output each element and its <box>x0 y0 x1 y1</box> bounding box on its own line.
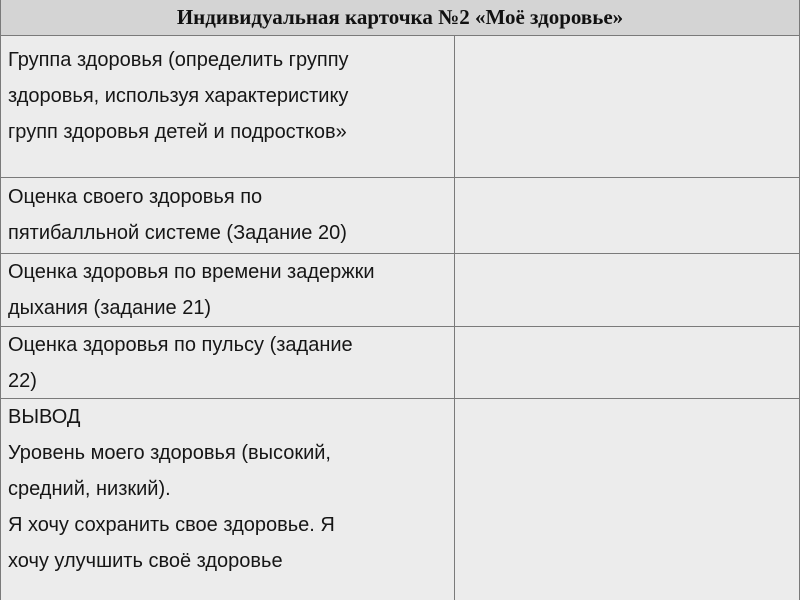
table-row-conclusion <box>0 399 800 600</box>
label-line: Уровень моего здоровья (высокий, <box>8 442 331 464</box>
row-label <box>0 178 454 253</box>
label-line: Группа здоровья (определить группу <box>8 49 349 71</box>
label-line: 22) <box>8 370 37 392</box>
label-line: пятибалльной системе (Задание 20) <box>8 222 347 244</box>
table-row-five-point-score <box>0 178 800 254</box>
label-line: средний, низкий). <box>8 478 171 500</box>
label-line: Оценка здоровья по времени задержки <box>8 261 375 283</box>
label-line: Оценка своего здоровья по <box>8 186 263 208</box>
table-row-breath-hold <box>0 254 800 327</box>
label-line: хочу улучшить своё здоровье <box>8 550 283 572</box>
table-border-left <box>0 0 1 600</box>
label-line: ВЫВОД <box>8 406 81 428</box>
label-line: групп здоровья детей и подростков» <box>8 121 347 143</box>
label-line: Оценка здоровья по пульсу (задание <box>8 334 353 356</box>
table-row-pulse <box>0 327 800 399</box>
label-line: дыхания (задание 21) <box>8 297 212 319</box>
label-line: Я хочу сохранить свое здоровье. Я <box>8 514 335 536</box>
row-value-cell[interactable] <box>454 254 800 326</box>
row-value-cell[interactable] <box>454 399 800 600</box>
card-title: Индивидуальная карточка №2 «Моё здоровье» <box>0 0 800 36</box>
row-label <box>0 254 454 326</box>
row-label <box>0 399 454 600</box>
table-row-health-group <box>0 36 800 178</box>
row-label <box>0 327 454 398</box>
label-line: здоровья, используя характеристику <box>8 85 349 107</box>
row-label <box>0 36 454 177</box>
row-value-cell[interactable] <box>454 327 800 398</box>
row-value-cell[interactable] <box>454 36 800 177</box>
row-value-cell[interactable] <box>454 178 800 253</box>
